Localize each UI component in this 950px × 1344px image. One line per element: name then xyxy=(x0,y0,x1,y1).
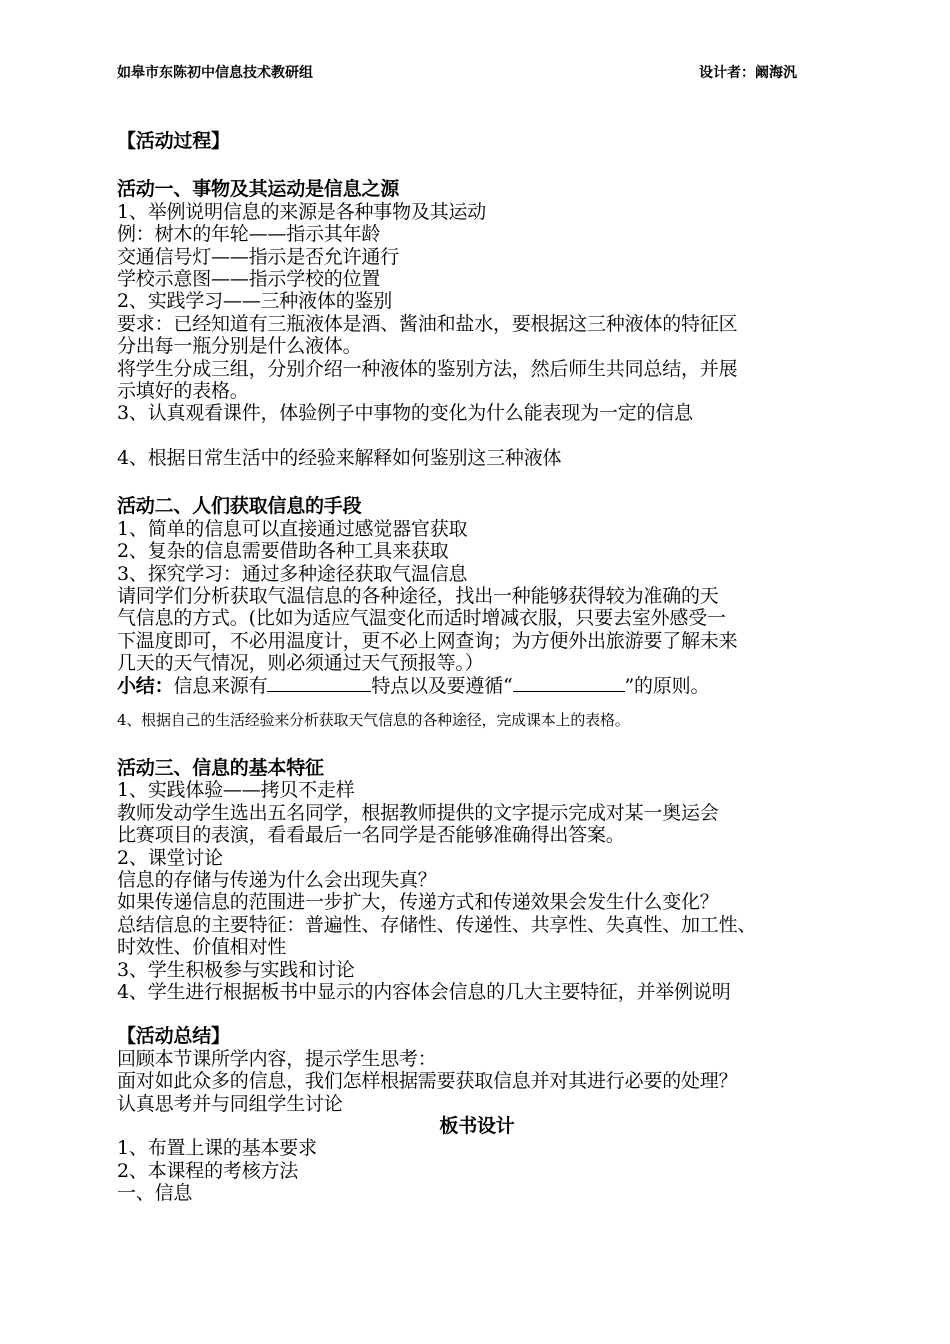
activity-3-line: 信息的存储与传递为什么会出现失真？ xyxy=(117,868,437,891)
activity-3-line: 如果传递信息的范围进一步扩大，传递方式和传递效果会发生什么变化？ xyxy=(117,891,719,914)
activity-1-line: 分出每一瓶分别是什么液体。 xyxy=(117,335,362,358)
activity-3-line: 教师发动学生选出五名同学，根据教师提供的文字提示完成对某一奥运会 xyxy=(117,801,719,824)
header-designer: 设计者：阚海汎 xyxy=(699,65,797,81)
activity-1-line: 交通信号灯——指示是否允许通行 xyxy=(117,245,400,268)
board-design-title: 板书设计 xyxy=(439,1115,515,1138)
fill-blank xyxy=(267,675,371,692)
activity-2-summary xyxy=(117,675,837,697)
fill-blank xyxy=(513,675,625,692)
activity-1-line: 1、举例说明信息的来源是各种事物及其运动 xyxy=(117,200,487,223)
board-line: 2、本课程的考核方法 xyxy=(117,1159,299,1182)
activity-3-title: 活动三、信息的基本特征 xyxy=(117,756,324,779)
activity-1-line: 4、根据日常生活中的经验来解释如何鉴别这三种液体 xyxy=(117,446,562,469)
board-line: 1、布置上课的基本要求 xyxy=(117,1137,317,1160)
activity-2-line: 3、探究学习：通过多种途径获取气温信息 xyxy=(117,562,468,585)
summary-text-a: 信息来源有 xyxy=(173,674,268,697)
section-title-summary: 【活动总结】 xyxy=(117,1025,230,1048)
document-body xyxy=(117,130,837,1205)
page-header xyxy=(117,62,797,82)
summary-text-c: ”的原则。 xyxy=(624,674,710,697)
activity-1-line: 2、实践学习——三种液体的鉴别 xyxy=(117,290,393,313)
activity-1-line: 示填好的表格。 xyxy=(117,380,249,403)
summary-line: 认真思考并与同组学生讨论 xyxy=(117,1092,343,1115)
summary-line: 回顾本节课所学内容，提示学生思考： xyxy=(117,1047,437,1070)
activity-2-line: 1、简单的信息可以直接通过感觉器官获取 xyxy=(117,517,468,540)
summary-text-b: 特点以及要遵循“ xyxy=(371,674,513,697)
activity-3-line: 4、学生进行根据板书中显示的内容体会信息的几大主要特征，并举例说明 xyxy=(117,981,731,1003)
activity-3-line: 1、实践体验——拷贝不走样 xyxy=(117,779,355,802)
activity-2-line: 下温度即可，不必用温度计，更不必上网查询；为方便外出旅游要了解未来 xyxy=(117,629,738,652)
summary-label: 小结： xyxy=(117,674,174,697)
activity-2-line: 2、复杂的信息需要借助各种工具来获取 xyxy=(117,540,449,563)
activity-2-line: 4、根据自己的生活经验来分析获取天气信息的各种途径，完成课本上的表格。 xyxy=(117,710,630,729)
activity-3-line: 3、学生积极参与实践和讨论 xyxy=(117,958,355,981)
activity-3-line: 2、课堂讨论 xyxy=(117,846,223,869)
board-line: 一、信息 xyxy=(117,1182,193,1205)
activity-1-line: 学校示意图——指示学校的位置 xyxy=(117,268,381,291)
activity-2-line: 几天的天气情况，则必须通过天气预报等。） xyxy=(117,652,484,675)
activity-1-line: 要求：已经知道有三瓶液体是酒、酱油和盐水，要根据这三种液体的特征区 xyxy=(117,312,738,335)
activity-3-line: 比赛项目的表演，看看最后一名同学是否能够准确得出答案。 xyxy=(117,824,625,847)
activity-2-line: 请同学们分析获取气温信息的各种途径，找出一种能够获得较为准确的天 xyxy=(117,584,719,607)
activity-1-line: 例：树木的年轮——指示其年龄 xyxy=(117,223,381,246)
summary-line: 面对如此众多的信息，我们怎样根据需要获取信息并对其进行必要的处理？ xyxy=(117,1070,738,1093)
activity-2-line: 气信息的方式。(比如为适应气温变化而适时增减衣服，只要去室外感受一 xyxy=(117,607,726,630)
activity-3-line: 总结信息的主要特征：普遍性、存储性、传递性、共享性、失真性、加工性、 xyxy=(117,913,757,936)
activity-2-title: 活动二、人们获取信息的手段 xyxy=(117,495,362,518)
activity-1-title: 活动一、事物及其运动是信息之源 xyxy=(117,178,400,201)
header-organization: 如皋市东陈初中信息技术教研组 xyxy=(117,65,313,81)
activity-1-line: 3、认真观看课件，体验例子中事物的变化为什么能表现为一定的信息 xyxy=(117,402,693,425)
activity-3-line: 时效性、价值相对性 xyxy=(117,936,287,959)
activity-1-line: 将学生分成三组，分别介绍一种液体的鉴别方法，然后师生共同总结，并展 xyxy=(117,357,738,380)
section-title-process: 【活动过程】 xyxy=(117,130,230,152)
